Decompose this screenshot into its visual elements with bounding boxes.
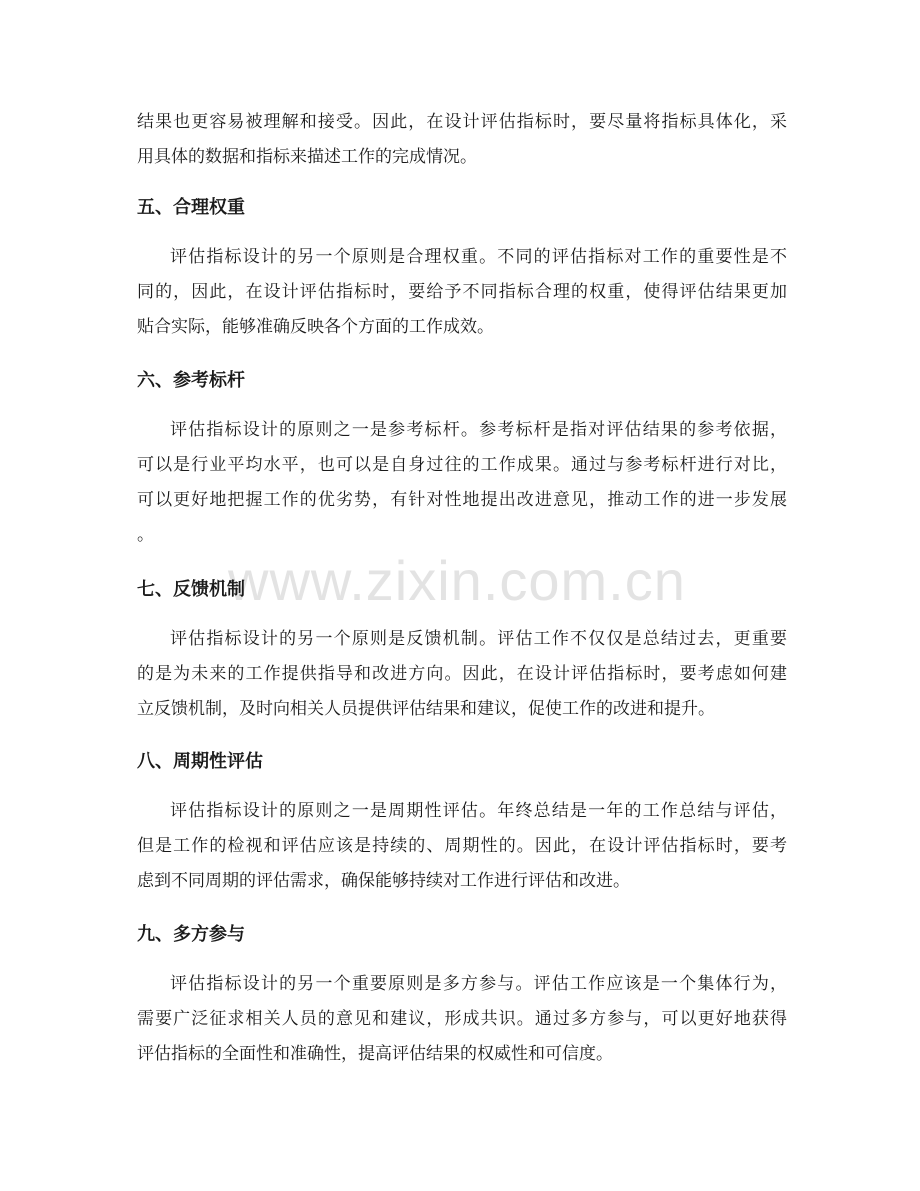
watermark: www.zixin.com.cn [228,549,686,612]
paragraph-line: 同的，因此，在设计评估指标时，要给予不同指标合理的权重，使得评估结果更加 [137,282,787,302]
paragraph-line: 立反馈机制，及时向相关人员提供评估结果和建议，促使工作的改进和提升。 [137,699,715,719]
paragraph-line: 评估指标设计的另一个重要原则是多方参与。评估工作应该是一个集体行为， [170,974,787,994]
paragraph-line: 用具体的数据和指标来描述工作的完成情况。 [137,147,477,167]
paragraph-line: 需要广泛征求相关人员的意见和建议，形成共识。通过多方参与，可以更好地获得 [137,1009,787,1029]
paragraph-line: 可以更好地把握工作的优劣势，有针对性地提出改进意见，推动工作的进一步发展 [137,490,787,510]
paragraph-line: 评估指标设计的另一个原则是合理权重。不同的评估指标对工作的重要性是不 [170,247,787,267]
paragraph-line: 。 [137,525,154,545]
paragraph-line: 虑到不同周期的评估需求，确保能够持续对工作进行评估和改进。 [137,871,630,891]
paragraph-line: 评估指标设计的原则之一是周期性评估。年终总结是一年的工作总结与评估， [170,801,787,821]
section-heading: 五、合理权重 [137,197,245,218]
section-heading: 六、参考标杆 [137,370,245,391]
paragraph-line: 评估指标设计的另一个原则是反馈机制。评估工作不仅仅是总结过去，更重要 [170,629,787,649]
section-heading: 七、反馈机制 [137,579,245,600]
section-heading: 八、周期性评估 [137,751,263,772]
paragraph-line: 的是为未来的工作提供指导和改进方向。因此，在设计评估指标时，要考虑如何建 [137,664,787,684]
section-heading: 九、多方参与 [137,924,245,945]
paragraph-line: 贴合实际，能够准确反映各个方面的工作成效。 [137,317,494,337]
paragraph-line: 评估指标的全面性和准确性，提高评估结果的权威性和可信度。 [137,1044,613,1064]
paragraph-line: 但是工作的检视和评估应该是持续的、周期性的。因此，在设计评估指标时，要考 [137,836,787,856]
paragraph-line: 结果也更容易被理解和接受。因此，在设计评估指标时，要尽量将指标具体化，采 [137,112,787,132]
paragraph-line: 可以是行业平均水平，也可以是自身过往的工作成果。通过与参考标杆进行对比， [137,455,787,475]
paragraph-line: 评估指标设计的原则之一是参考标杆。参考标杆是指对评估结果的参考依据， [170,420,787,440]
